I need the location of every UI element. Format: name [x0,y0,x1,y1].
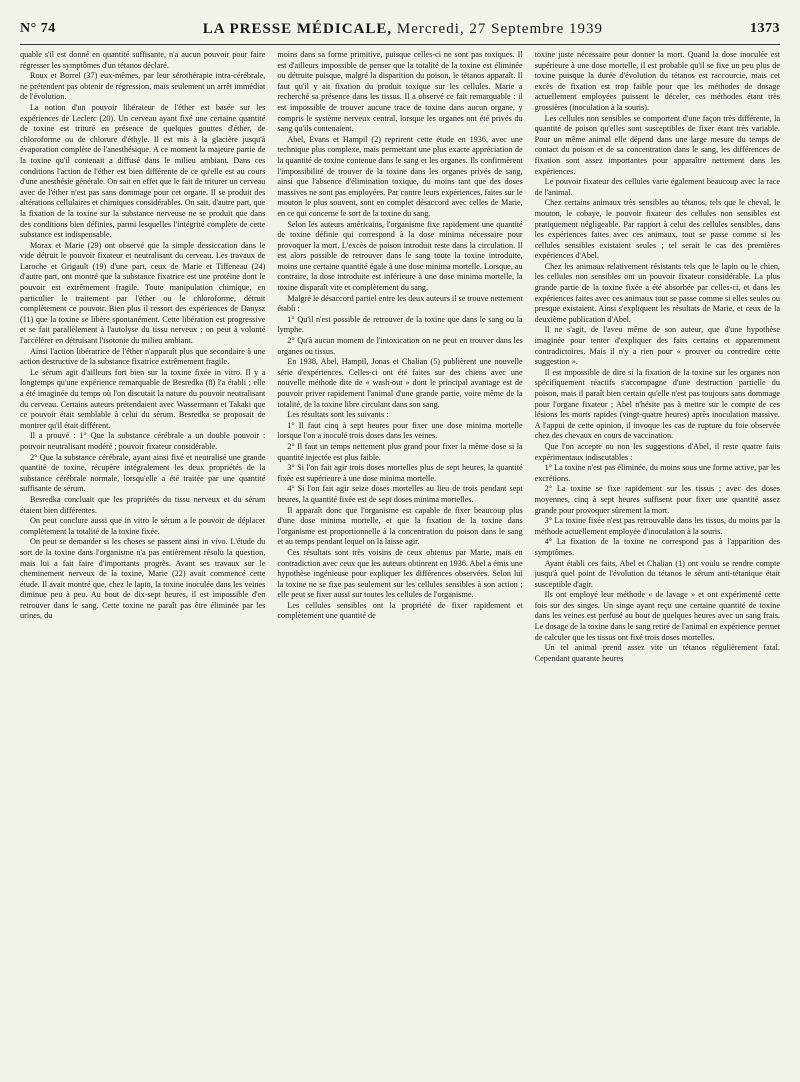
paragraph: Chez les animaux relativement résistants tels que le lapin ou le chien, les cellules non sensibles ont un pouvoir fixateur considérable. La plus grande partie de la toxine fixée a été absorbée par celles-ci, et dans les expériences faites avec ces animaux tout se passe comme si elles seules ou presque existaient. Ainsi s'expliquent les résultats de Marie, et ceux de la deuxième publication d'Abel. [534,261,780,324]
paragraph: Les résultats sont les suivants : [287,410,389,420]
paragraph: quable s'il est donné en quantité suffisante, n'a aucun pouvoir pour faire régresser les symptômes d'un tétanos déclaré. [20,50,266,70]
paragraph: Selon les auteurs américains, l'organisme fixe rapidement une quantité de toxine définie qui correspond à la dose minima nécessaire pour provoquer la mort. L'excès de poison introduit reste dans la circulation. Il est alors possible de retrouver dans le sang toute la toxine introduite, moins une certaine quantité égale à une dose minima mortelle. Lorsque, au contraire, la dose introduite est inférieure à une dose minima mortelle, la toxine disparaît vite et complètement du sang. [277,219,523,293]
paragraph: Malgré le désaccord partiel entre les deux auteurs il se trouve nettement établi : [277,293,523,314]
paragraph: Que l'on accepte ou non les suggestions d'Abel, il reste quatre faits expérimentaux indiscutables : [534,441,780,462]
paragraph: Ainsi l'action libératrice de l'éther n'apparaît plus que secondaire à une action destructive de la substance fixatrice extrêmement fragile. [20,346,266,367]
issue-number: N° 74 [20,21,56,36]
paragraph: moins dans sa forme primitive, puisque celles-ci ne sont pas toxiques. Il est d'ailleurs impossible de penser que la totalité de la toxine est éliminée ou détruite puisque, malgré la disparition du poison, le tétanos apparaît. Il faut qu'il y ait fixation du produit toxique sur les cellules. Marie a recherché sa présence dans les tissus. Il a observé ce fait remarquable : il est impossible de trouver aucune trace de toxine dans aucun organe, y compris le système nerveux central, lorsque les organes ont été privés du sang qu'ils contenaient. [277,50,523,134]
paragraph: 3° Si l'on fait agir trois doses mortelles plus de sept heures, la quantité fixée est supérieure à une dose minima mortelle. [277,463,523,483]
paragraph: Les cellules sensibles ont la propriété de fixer rapidement et complètement une quantité de [277,600,523,621]
paragraph: 4° La fixation de la toxine ne correspond pas à l'apparition des symptômes. [534,537,780,557]
paragraph: Il est impossible de dire si la fixation de la toxine sur les organes non spécifiquement réactifs s'accompagne d'une destruction partielle du poison, mais il paraît bien certain qu'elle n'est pas toujours sans dommage pour l'organe fixateur ; Abel n'hésite pas à mettre sur le compte de ces lésions les morts rapides (vingt-quatre heures) après inoculation massive. A l'appui de cette opinion, il invoque les cas de rupture du foie observée chez des chevaux en cours de vaccination. [534,367,780,441]
paragraph: 3° La toxine fixée n'est pas retrouvable dans les tissus, du moins par la méthode actuellement employée d'inoculation à la souris. [534,516,780,536]
paragraph: On peut conclure aussi que in vitro le sérum a le pouvoir de déplacer complètement la totalité de la toxine fixée. [20,516,266,536]
paragraph: Ayant établi ces faits, Abel et Chalian (1) ont voulu se rendre compte jusqu'à quel point de l'évolution du tétanos le sérum anti-tétanique était susceptible d'agir. [534,558,780,589]
paragraph: Morax et Marie (29) ont observé que la simple dessiccation dans le vide détruit le pouvoir fixateur et neutralisant du cerveau. Les travaux de Laroche et Grigault (19) d'une part, ceux de Marie et Tiffeneau (24) d'autre part, ont montré que la substance fixatrice est une protéine dont le pouvoir est extrêmement fragile. Toute manipulation chimique, en particulier le traitement par l'éther ou le chloroforme, détruit complètement ce pouvoir. Bien plus il ressort des expériences de Danysz (11) que la toxine se libère spontanément. Cette libération est progressive et se fait parallèlement à l'autolyse du tissu nerveux ; on peut à volonté l'accélérer en détruisant l'isotonie du milieu ambiant. [20,240,266,346]
paragraph: 1° La toxine n'est pas éliminée, du moins sous une forme active, par les excrétions. [534,463,780,483]
paragraph: Ces résultats sont très voisins de ceux obtenus par Marie, mais en contradiction avec ceux que les auteurs obtinrent en 1936. Abel a émis une hypothèse ingénieuse pour expliquer les différences observées. Selon lui la toxine ne se fixe pas seulement sur les cellules sensibles à son action ; elle peut se fixer aussi sur toutes les cellules de l'organisme. [277,547,523,600]
paragraph: Il a prouvé : 1° Que la substance cérébrale a un double pouvoir : pouvoir neutralisant modéré ; pouvoir fixateur considérable. [20,431,266,451]
paragraph: La notion d'un pouvoir libérateur de l'éther est basée sur les expériences de Leclerc (20). Un cerveau ayant fixé une certaine quantité de toxine est trituré en présence de quelques gouttes d'éther, de chloroforme ou de chlorure d'éthyle. Il est mis à la glacière jusqu'à évaporation complète de l'anesthésique. A ce moment la majeure partie de la toxine qu'il contenait a diffusé dans le milieu ambiant. Dans ces conditions l'action de l'éther est bien différente de ce qu'elle est au cours d'une anesthésie générale. On sait en effet que le fait de triturer un cerveau avec de l'éther n'est pas sans dommage pour cet organe. Il se produit des altérations cellulaires et chimiques considérables. On sait, d'autre part, que la fixation de la toxine sur la substance nerveuse ne se produit que dans des conditions bien définies, parmi lesquelles l'intégrité complète de cette substance est indispensable. [20,102,266,240]
paragraph: Le sérum agit d'ailleurs fort bien sur la toxine fixée in vitro. Il y a longtemps qu'une expérience remarquable de Besredka (8) l'a établi ; elle a été imaginée du temps où l'on discutait la nature du pouvoir neutralisant du cerveau. Certains auteurs prétendaient avec Wassermann et Takaki que ce pouvoir était semblable à celui du sérum. Besredka se proposait de montrer qu'il était différent. [20,367,266,430]
paragraph: Ils ont employé leur méthode « de lavage » et ont expérimenté cette fois sur des singes. Un singe ayant reçu une certaine quantité de toxine dans les veines est perfusé au bout de quelques heures avec un sang frais. Le dosage de la toxine dans le sang retiré de l'animal en expérience permet de calculer que les tissus ont fixé trois doses mortelles. [534,590,780,642]
paragraph: Besredka concluait que les propriétés du tissu nerveux et du sérum étaient bien différentes. [20,494,266,515]
column-1 [20,50,265,1076]
paragraph: Chez certains animaux très sensibles au tétanos, tels que le cheval, le mouton, le cobaye, le pouvoir fixateur des cellules non sensibles est pratiquement négligeable. Par rapport à celui des cellules sensibles, dans les expériences faites avec ces animaux, tout se passe comme si les cellules sensibles existaient seules ; tel serait le cas des premières expériences d'Abel. [534,198,780,261]
paragraph: Un tel animal prend assez vite un tétanos régulièrement fatal. Cependant quarante heures [534,643,780,663]
paragraph: 4° Si l'on fait agir seize doses mortelles au lieu de trois pendant sept heures, la quantité fixée est de sept doses minima mortelles. [277,484,523,504]
article-body [20,50,780,1076]
paragraph: On peut se demander si les choses se passent ainsi in vivo. L'étude du sort de la toxine dans l'organisme n'a pas entièrement résolu la question, mais lui a fait faire d'importants progrès. Avant ses travaux sur le cheminement nerveux de la toxine, Marie (22) avait commencé cette étude. Il avait montré que, chez le lapin, la toxine inoculée dans les veines diminue peu à peu. Au bout de dix-sept heures, il est impossible d'en retrouver dans le sang. Cette toxine ne paraît pas être éliminée par les urines, du [20,537,266,621]
paragraph: Il ne s'agit, de l'aveu même de son auteur, que d'une hypothèse imaginée pour tenter d'expliquer des faits certains et apparemment contradictoires. Mais il n'y a rien pour « prouver ou contredire cette suggestion ». [534,325,780,367]
paragraph: En 1938, Abel, Hampil, Jonas et Chalian (5) publièrent une nouvelle série d'expériences. Celles-ci ont été faites sur des chiens avec une nouvelle méthode dite de « wash-out » dont le principal avantage est de pouvoir priver rapidement l'animal d'une grande partie, voire même de la totalité, de la toxine libre circulant dans son sang. [277,357,523,409]
paragraph: Le pouvoir fixateur des cellules varie également beaucoup avec la race de l'animal. [534,177,780,197]
running-header [20,14,780,45]
paragraph: 2° Qu'à aucun moment de l'intoxication on ne peut en trouver dans les organes ou tissus. [277,336,523,356]
paragraph: 2° La toxine se fixe rapidement sur les tissus ; avec des doses moyennes, cinq à sept heures suffisent pour fixer une quantité assez grande pour provoquer sûrement la mort. [534,484,780,515]
column-3 [535,50,780,1076]
column-2 [277,50,522,1076]
journal-name: LA PRESSE MÉDICALE, [202,20,393,37]
paragraph: 1° Qu'il n'est possible de retrouver de la toxine que dans le sang ou la lymphe. [277,314,523,335]
paragraph: Abel, Evans et Hampil (2) reprirent cette étude en 1936, avec une technique plus complexe, mais permettant une plus exacte appréciation de la quantité de toxine contenue dans le sang et les organes. Ils confirmèrent l'impossibilité de trouver de la toxine dans les organes privés de sang, ainsi que l'absence d'élimination toxique, du moins tant que des doses massives ne sont pas employées. Par contre leurs expériences, faites sur le mouton le plus souvent, sont en complet désaccord avec celles de Marie, en ce qui concerne le sort de la toxine du sang. [277,134,523,218]
paragraph: Roux et Borrel (37) eux-mêmes, par leur sérothérapie intra-cérébrale, ne prétendent pas obtenir de régression, mais seulement un arrêt immédiat de l'évolution. [20,71,266,102]
paragraph: 2° Il faut un temps nettement plus grand pour fixer la même dose si la quantité injectée est plus faible. [277,441,523,462]
paragraph: Il apparaît donc que l'organisme est capable de fixer beaucoup plus d'une dose minima mortelle, et que la fixation de la toxine dans l'organisme est proportionnelle à la concentration du poison dans le sang et au temps pendant lequel on la laisse agir. [277,505,523,547]
paragraph: Les cellules non sensibles se comportent d'une façon très différente, la quantité de poison qu'elles sont susceptibles de fixer étant très variable. Pour un même animal elle dépend dans une large mesure du temps de contact du poison et de sa concentration dans le sang, les différences de fixation sont assez importantes pour apparaître nettement dans les expériences. [534,113,780,176]
paragraph: 1° Il faut cinq à sept heures pour fixer une dose minima mortelle lorsque l'on a inoculé trois doses dans les veines. [277,420,523,441]
page-number: 1373 [750,21,780,36]
journal-title [203,21,603,38]
issue-date: Mercredi, 27 Septembre 1939 [396,20,604,37]
paragraph: 2° Que la substance cérébrale, ayant ainsi fixé et neutralisé une grande quantité de toxine, récupère intégralement les deux propriétés de la substance cérébrale normale, lorsqu'elle a été traitée par une quantité suffisante de sérum. [20,452,266,494]
paragraph: toxine juste nécessaire pour donner la mort. Quand la dose inoculée est supérieure à une dose mortelle, il est probable qu'il se fixe un peu plus de toxine puisque la durée d'évolution du tétanos est raccourcie, mais cet excès de fixation est trop faible pour que les méthodes de dosage actuellement employées puissent le déceler, ces méthodes étant très grossières (inoculation à la souris). [534,50,780,112]
